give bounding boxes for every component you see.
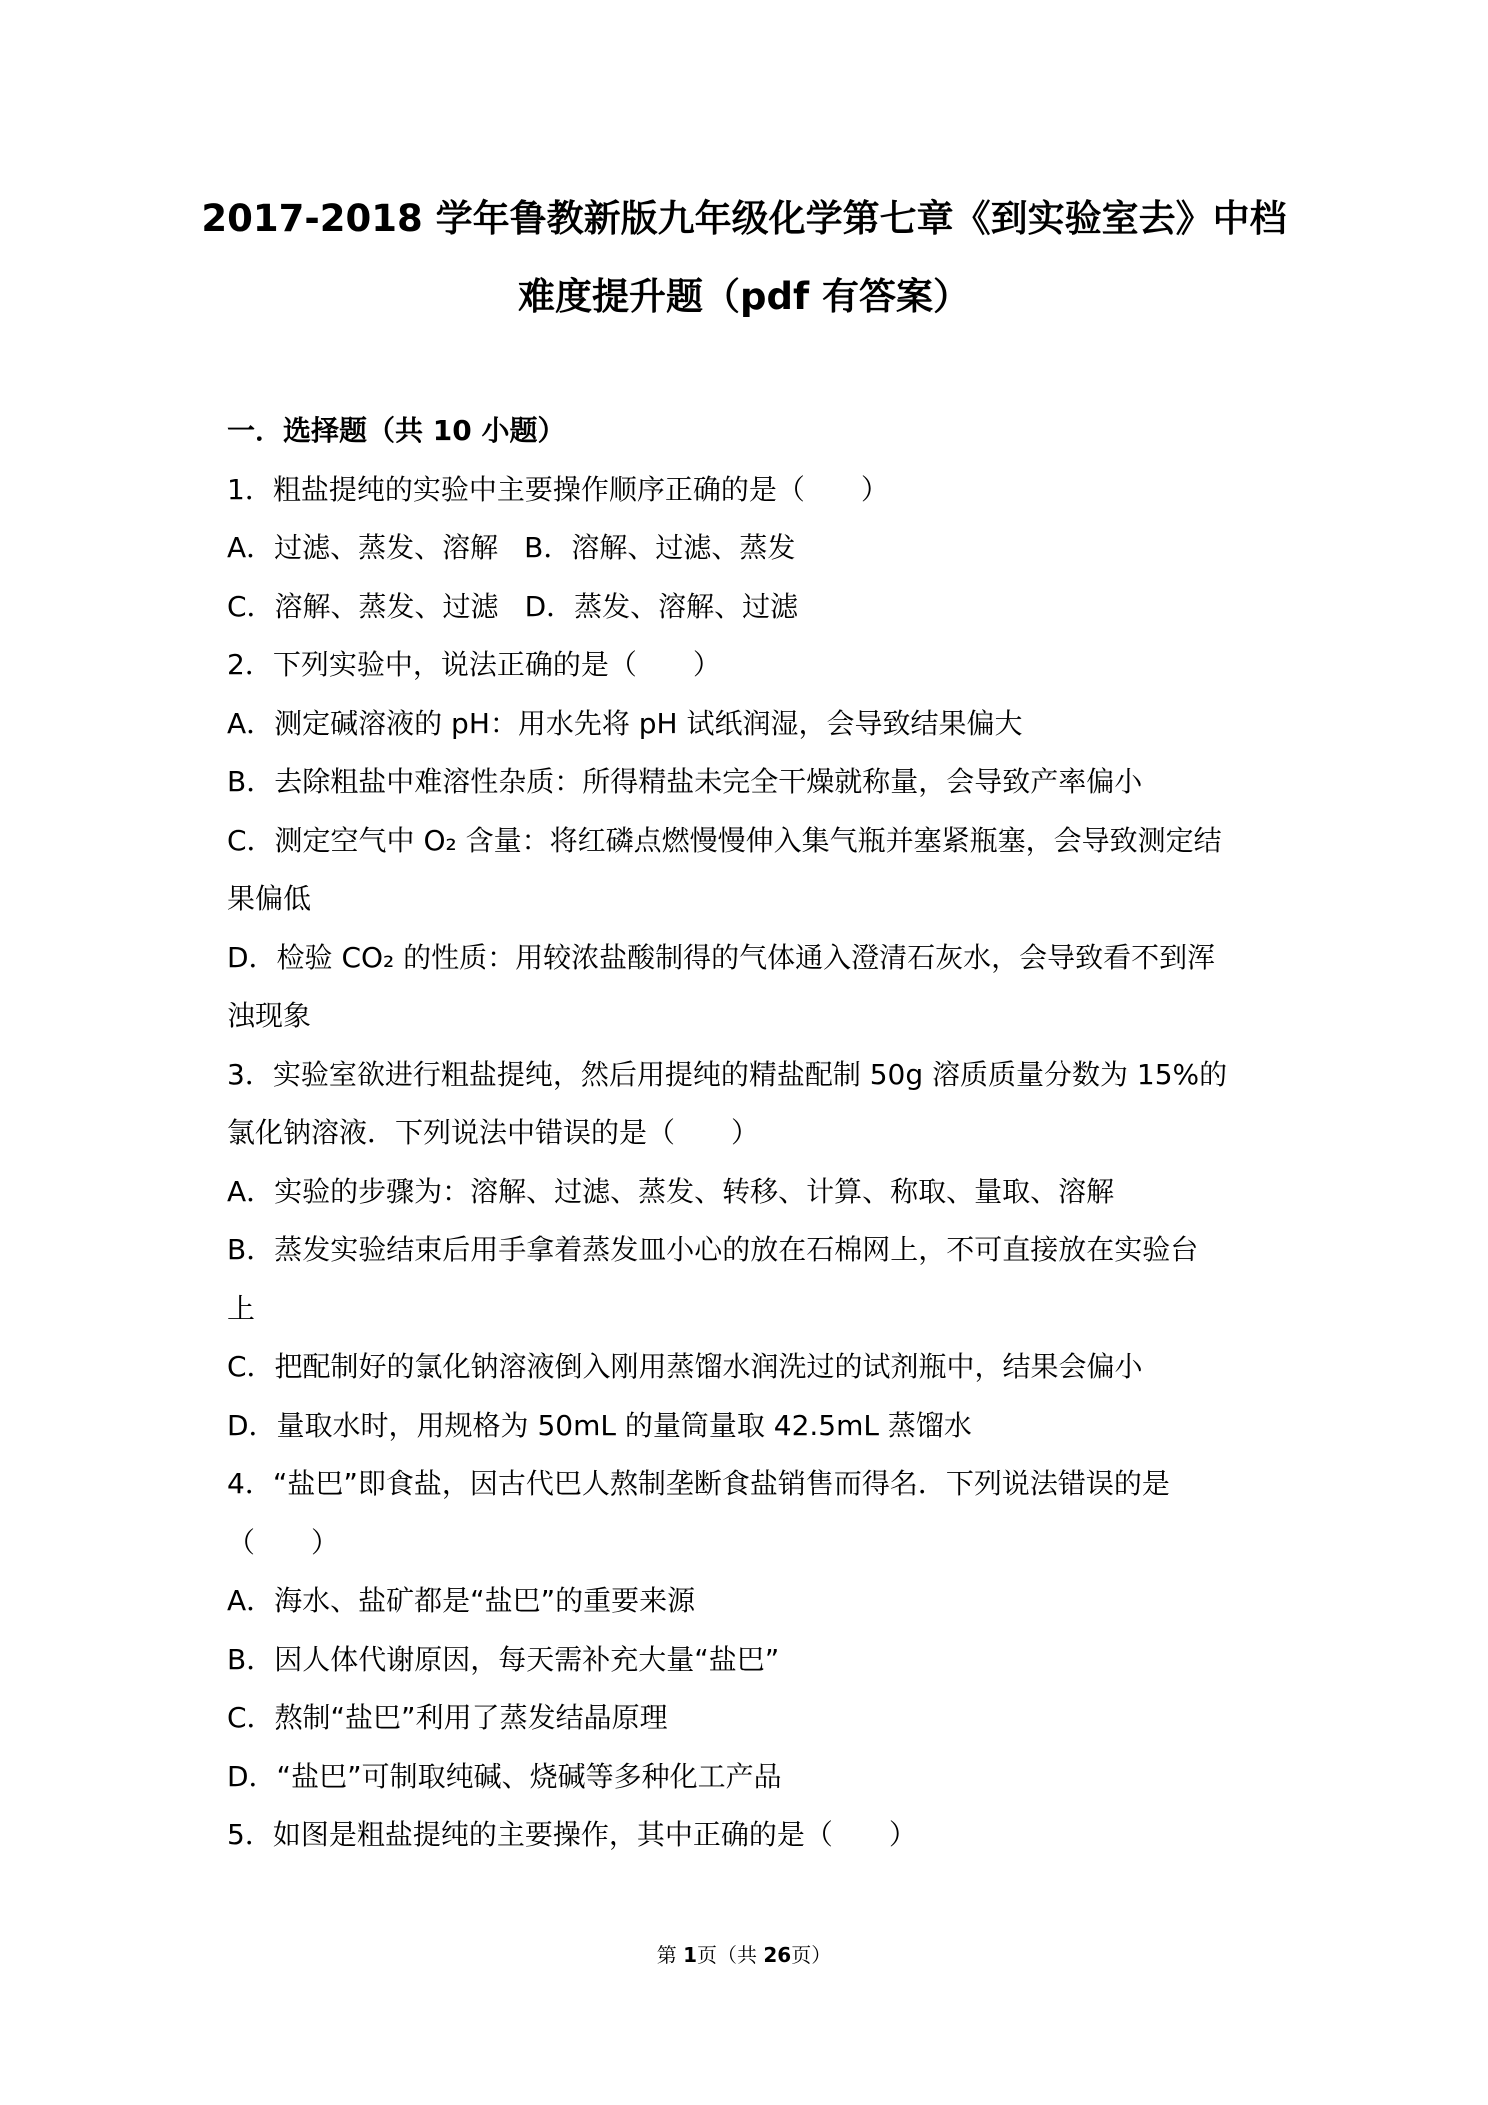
footer-page-number: 1 — [683, 1943, 698, 1967]
question-5-stem: 5．如图是粗盐提纯的主要操作，其中正确的是（ ） — [227, 1818, 917, 1851]
question-2-option-b: B．去除粗盐中难溶性杂质：所得精盐未完全干燥就称量，会导致产率偏小 — [227, 765, 1143, 798]
question-3-option-b: B．蒸发实验结束后用手拿着蒸发皿小心的放在石棉网上，不可直接放在实验台 — [227, 1233, 1199, 1266]
question-content — [227, 402, 1277, 1865]
question-3-option-c: C．把配制好的氯化钠溶液倒入刚用蒸馏水润洗过的试剂瓶中，结果会偏小 — [227, 1350, 1143, 1383]
question-3-stem-continued: 氯化钠溶液．下列说法中错误的是（ ） — [227, 1116, 760, 1149]
question-2-option-d-continued: 浊现象 — [227, 999, 312, 1032]
question-2-option-a: A．测定碱溶液的 pH：用水先将 pH 试纸润湿，会导致结果偏大 — [227, 706, 1023, 740]
section-heading: 一．选择题（共 10 小题） — [227, 414, 566, 447]
question-4-option-c: C．熬制“盐巴”利用了蒸发结晶原理 — [227, 1701, 668, 1734]
question-3-option-b-continued: 上 — [227, 1291, 256, 1325]
question-4-option-d: D．“盐巴”可制取纯碱、烧碱等多种化工产品 — [227, 1759, 782, 1793]
question-2-option-d: D．检验 CO₂ 的性质：用较浓盐酸制得的气体通入澄清石灰水，会导致看不到浑 — [227, 940, 1216, 974]
question-2-stem: 2．下列实验中，说法正确的是（ ） — [227, 648, 721, 681]
question-4-option-a: A．海水、盐矿都是“盐巴”的重要来源 — [227, 1584, 696, 1617]
footer-total-pages: 26 — [763, 1943, 792, 1967]
question-4-stem-continued: （ ） — [227, 1525, 340, 1559]
question-1-option-a: A．过滤、蒸发、溶解 — [227, 531, 499, 564]
question-1-options-row-2 — [227, 578, 1277, 637]
question-1-stem: 1．粗盐提纯的实验中主要操作顺序正确的是（ ） — [227, 472, 889, 506]
page-footer — [0, 1942, 1488, 1968]
footer-suffix: 页） — [791, 1943, 832, 1967]
document-title-line-1: 2017-2018 学年鲁教新版九年级化学第七章《到实验室去》中档 — [201, 197, 1287, 240]
question-1-option-d: D．蒸发、溶解、过滤 — [524, 589, 799, 623]
question-3-option-d: D．量取水时，用规格为 50mL 的量筒量取 42.5mL 蒸馏水 — [227, 1408, 972, 1442]
question-4-option-b: B．因人体代谢原因，每天需补充大量“盐巴” — [227, 1642, 780, 1676]
footer-middle: 页（共 — [697, 1943, 764, 1967]
question-2-option-c-continued: 果偏低 — [227, 882, 312, 915]
question-4-stem: 4．“盐巴”即食盐，因古代巴人熬制垄断食盐销售而得名．下列说法错误的是 — [227, 1467, 1170, 1500]
question-2-option-c: C．测定空气中 O₂ 含量：将红磷点燃慢慢伸入集气瓶并塞紧瓶塞，会导致测定结 — [227, 823, 1222, 857]
question-1-options-row-1 — [227, 519, 1277, 578]
question-1-option-c: C．溶解、蒸发、过滤 — [227, 589, 499, 623]
question-3-option-a: A．实验的步骤为：溶解、过滤、蒸发、转移、计算、称取、量取、溶解 — [227, 1174, 1115, 1208]
document-title-line-2: 难度提升题（pdf 有答案） — [518, 275, 970, 318]
question-1-option-b: B．溶解、过滤、蒸发 — [524, 531, 796, 564]
footer-prefix: 第 — [656, 1943, 684, 1967]
question-3-stem: 3．实验室欲进行粗盐提纯，然后用提纯的精盐配制 50g 溶质质量分数为 15%的 — [227, 1057, 1228, 1091]
